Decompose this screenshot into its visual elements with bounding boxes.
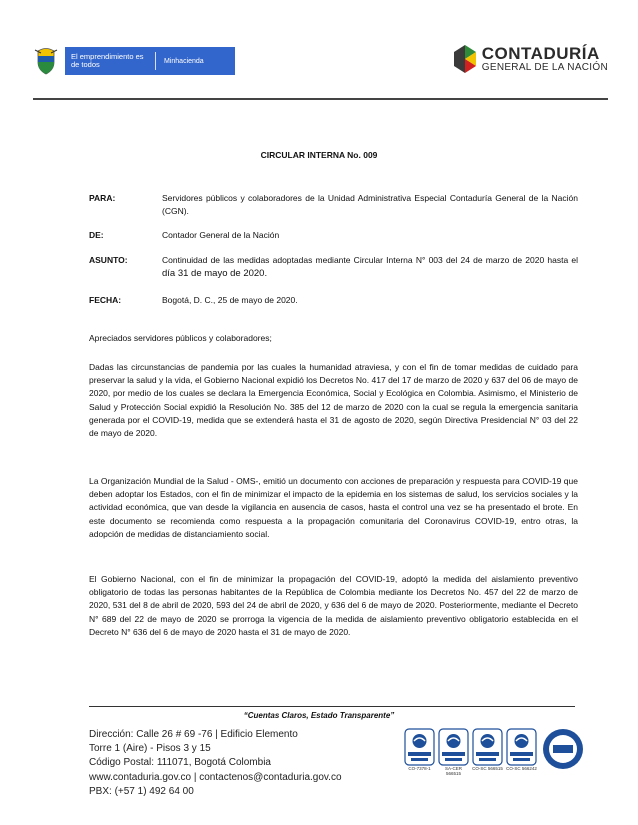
gov-tagline: El emprendimiento es de todos: [71, 52, 144, 69]
asunto-date: día 31 de mayo de 2020.: [162, 268, 268, 279]
cert-label: CO-7378-1: [408, 766, 431, 771]
document-title: CIRCULAR INTERNA No. 009: [260, 150, 378, 160]
paragraph-1: Dadas las circunstancias de pandemia por las cuales la humanidad atraviesa, y con el fin de tomar medidas de cuidado para preservar la salud y la vida, el Gobierno Nacional expidió los Decretos No. 417 del 17 de marzo de 2020 y 637 del 06 de mayo de 2020, por medio de los cuales se declara la Emergencia Económica, Social y Ecológica en Colombia. Asimismo, el Ministerio de Salud y Protección Social expidió la Resolución No. 385 del 12 de marzo de 2020 con la cual se regula la emergencia sanitaria generada por el COVID-19, medida que se extenderá hasta el 31 de agosto de 2020, según Directiva Presidencial N° 03 del 22 de mayo de 2020.: [89, 362, 578, 439]
field-value: Bogotá, D. C., 25 de mayo de 2020.: [162, 295, 298, 305]
icontec-cert-icon: [472, 728, 503, 766]
certification-logos: [404, 728, 584, 776]
greeting: Apreciados servidores públicos y colaboradores;: [89, 333, 272, 343]
field-value: [162, 254, 578, 280]
field-de: [89, 229, 578, 242]
field-label: FECHA:: [89, 295, 122, 305]
field-para: [89, 192, 578, 218]
postal-code: Código Postal: 111071, Bogotá Colombia: [89, 757, 271, 769]
org-subname: GENERAL DE LA NACIÓN: [481, 61, 608, 73]
ministry-name: Minhacienda: [164, 57, 204, 65]
header-rule: [33, 98, 608, 100]
icontec-cert-icon: [438, 728, 469, 766]
web-email[interactable]: www.contaduria.gov.co | contactenos@contaduria.gov.co: [89, 771, 342, 783]
org-name: CONTADURÍA: [481, 43, 600, 63]
icontec-cert-icon: [506, 728, 537, 766]
field-asunto: [89, 254, 578, 280]
divider: [155, 52, 156, 70]
icontec-cert-icon: [404, 728, 435, 766]
field-label: PARA:: [89, 193, 116, 203]
phone: PBX: (+57 1) 492 64 00: [89, 785, 194, 797]
field-label: DE:: [89, 230, 104, 240]
asunto-text: Continuidad de las medidas adoptadas mediante Circular Interna N° 003 del 24 de marzo de 2020 hasta el: [162, 255, 578, 265]
cert-label: SA-CER 566515: [444, 766, 462, 776]
field-label: ASUNTO:: [89, 255, 128, 265]
certification: [472, 728, 503, 776]
certification: [438, 728, 469, 776]
field-value: Servidores públicos y colaboradores de la Unidad Administrativa Especial Contaduría General de la Nación (CGN).: [162, 193, 578, 216]
contact-info: [89, 728, 342, 799]
iqnet-cert-icon: [542, 728, 584, 770]
cert-label: CO-SC 566515: [472, 766, 503, 771]
footer-rule: [89, 706, 575, 707]
government-brand: [33, 46, 235, 76]
paragraph-2: La Organización Mundial de la Salud - OMS-, emitió un documento con acciones de preparación y respuesta para COVID-19 que deben adoptar los Estados, con el fin de minimizar el impacto de la epidemia en los sistemas de salud, los servicios sociales y la actividad económica, que van desde la vigilancia en ausencia de casos, hasta el control una vez se ha presentado el brote. En este documento se recomienda como respuesta a la propagación comunitaria del Coronavirus COVID-19, entro otras, la adopción de medidas de distanciamiento social.: [89, 476, 578, 539]
cert-label: CO-SC 566242: [506, 766, 537, 771]
paragraph-3: El Gobierno Nacional, con el fin de minimizar la propagación del COVID-19, adoptó la medida del aislamiento preventivo obligatorio de todas las personas habitantes de la República de Colombia mediante los Decretos No. 457 del 22 de marzo de 2020, 531 del 8 de abril de 2020, 593 del 24 de abril de 2020, y 636 del 6 de mayo de 2020. Posteriormente, mediante el Decreto N° 689 del 22 de mayo de 2020 se prorroga la vigencia de la medida de aislamiento preventivo obligatorio establecida en el Decreto N° 636 del 6 de mayo de 2020 hasta el 31 de mayo de 2020.: [89, 574, 578, 637]
slogan: “Cuentas Claros, Estado Transparente”: [243, 711, 395, 720]
field-value: Contador General de la Nación: [162, 230, 280, 240]
field-fecha: [89, 294, 578, 307]
cgn-logo-icon: [452, 44, 478, 74]
address-line-2: Torre 1 (Aire) - Pisos 3 y 15: [89, 743, 211, 755]
colombia-crest-icon: [33, 47, 59, 75]
certification: [506, 728, 537, 776]
address-line: Dirección: Calle 26 # 69 -76 | Edificio Elemento: [89, 729, 298, 740]
certification: [404, 728, 435, 776]
government-banner: [65, 47, 235, 75]
cgn-brand: [452, 44, 608, 74]
